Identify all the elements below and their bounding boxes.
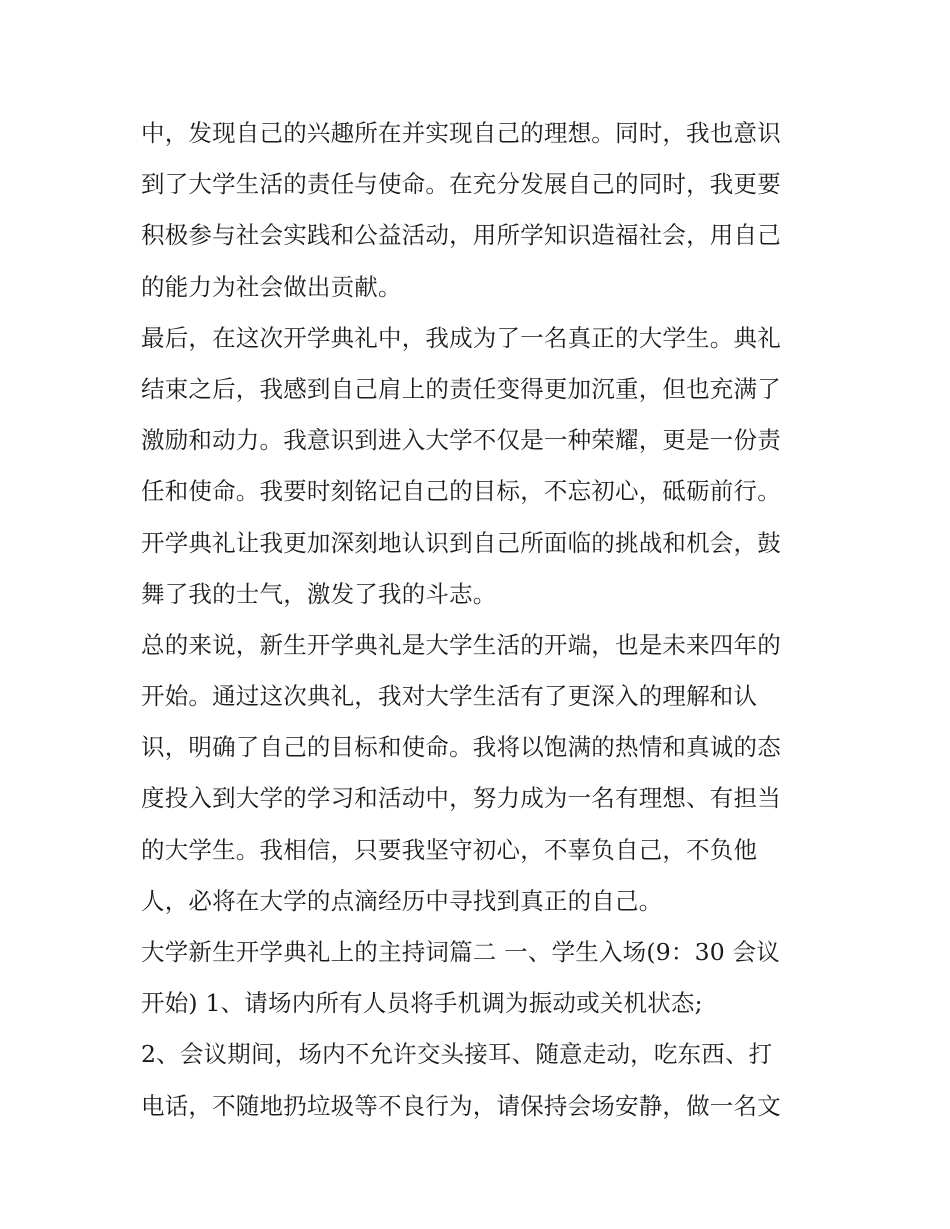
text-line: 识，明确了自己的目标和使命。我将以饱满的热情和真诚的态	[141, 733, 781, 762]
text-line: 的能力为社会做出贡献。	[141, 272, 402, 301]
text-line: 总的来说，新生开学典礼是大学生活的开端，也是未来四年的	[141, 630, 781, 659]
text-line: 度投入到大学的学习和活动中，努力成为一名有理想、有担当	[141, 784, 781, 813]
text-line: 最后，在这次开学典礼中，我成为了一名真正的大学生。典礼	[141, 323, 781, 352]
body-text	[141, 108, 813, 1132]
text-line: 2、会议期间，场内不允许交头接耳、随意走动，吃东西、打	[141, 1040, 773, 1069]
text-line: 到了大学生活的责任与使命。在充分发展自己的同时，我更要	[141, 170, 781, 199]
text-line: 的大学生。我相信，只要我坚守初心，不辜负自己，不负他	[141, 835, 758, 864]
text-line: 积极参与社会实践和公益活动，用所学知识造福社会，用自己	[141, 221, 781, 250]
text-line: 舞了我的士气，激发了我的斗志。	[141, 579, 497, 608]
text-line: 中，发现自己的兴趣所在并实现自己的理想。同时，我也意识	[141, 119, 781, 147]
text-line: 开始) 1、请场内所有人员将手机调为振动或关机状态;	[141, 989, 703, 1018]
text-line: 大学新生开学典礼上的主持词篇二 一、学生入场(9：30 会议	[141, 938, 780, 966]
text-line: 开始。通过这次典礼，我对大学生活有了更深入的理解和认	[141, 682, 758, 711]
text-line: 激励和动力。我意识到进入大学不仅是一种荣耀，更是一份责	[141, 426, 781, 455]
text-line: 人，必将在大学的点滴经历中寻找到真正的自己。	[141, 886, 663, 915]
text-line: 结束之后，我感到自己肩上的责任变得更加沉重，但也充满了	[141, 374, 781, 403]
text-line: 任和使命。我要时刻铭记自己的目标，不忘初心，砥砺前行。	[141, 477, 781, 506]
text-line: 开学典礼让我更加深刻地认识到自己所面临的挑战和机会，鼓	[141, 528, 781, 557]
text-line: 电话，不随地扔垃圾等不良行为，请保持会场安静，做一名文	[141, 1091, 781, 1120]
